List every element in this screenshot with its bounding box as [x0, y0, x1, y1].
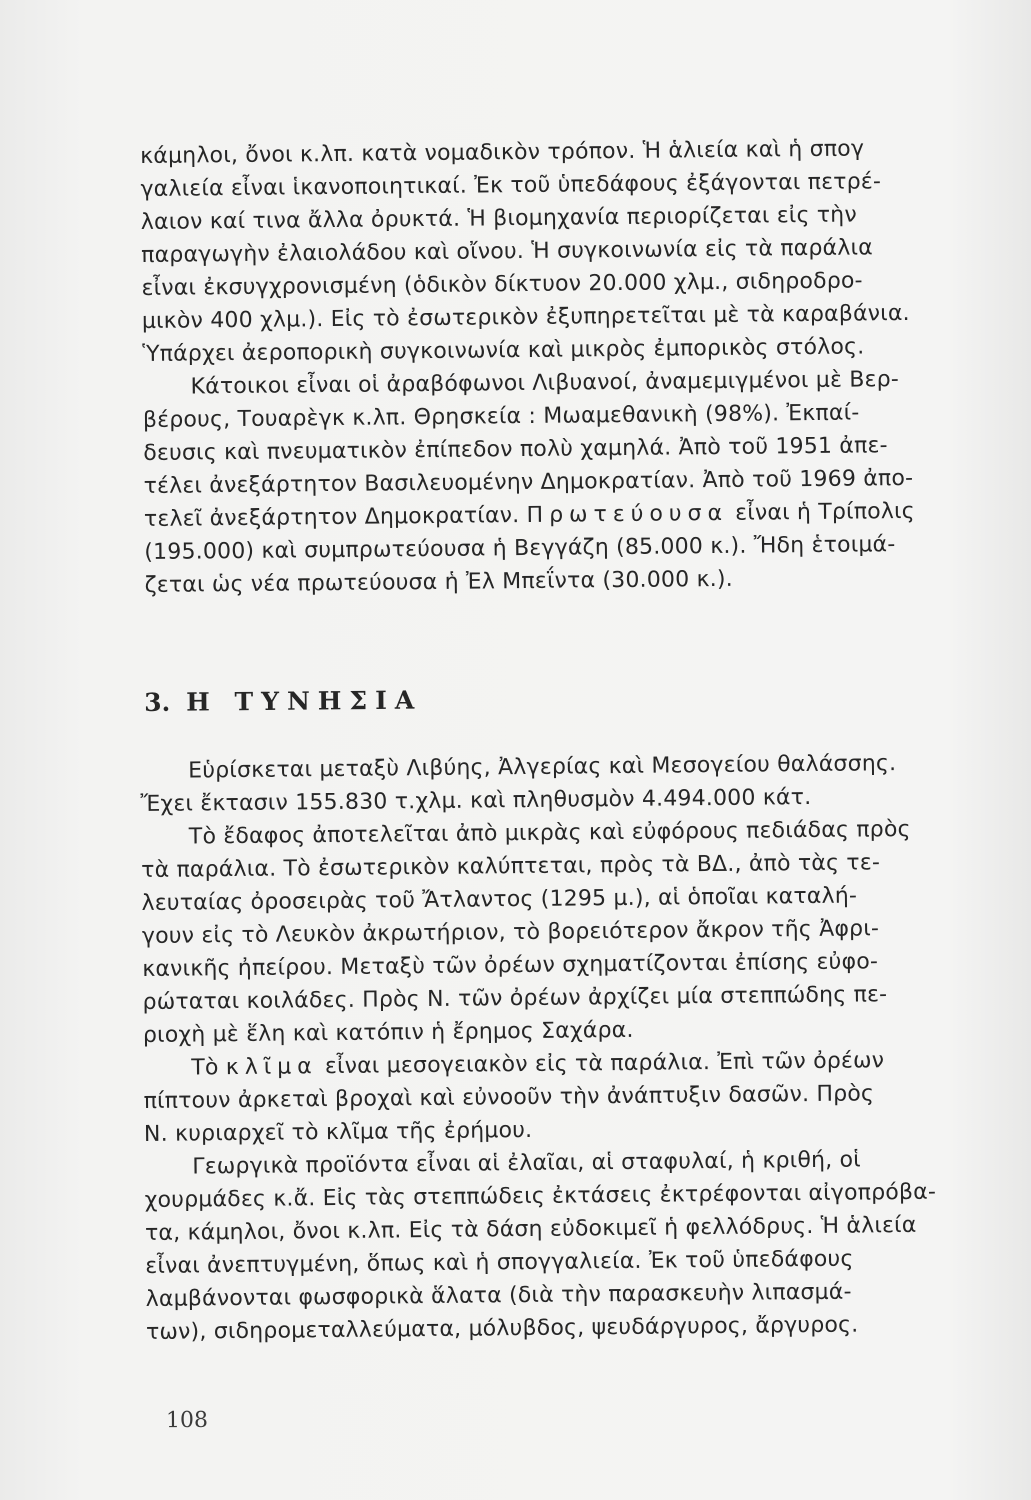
text-line: λευταίας ὀροσειρὰς τοῦ Ἄτλαντος (1295 μ.), αἱ ὁποῖαι καταλή-	[141, 883, 858, 916]
text-line: Κάτοικοι εἶναι οἱ ἀραβόφωνοι Λιβυανοί, ἀναμεμιγμένοι μὲ Βερ-	[190, 367, 900, 400]
text-line: κάμηλοι, ὄνοι κ.λπ. κατὰ νομαδικὸν τρόπον. Ἡ ἁλιεία καὶ ἡ σπογ	[140, 136, 865, 169]
text-line: κανικῆς ἠπείρου. Μεταξὺ τῶν ὀρέων σχηματίζονται ἐπίσης εὐφο-	[142, 949, 879, 982]
text-line: Ὑπάρχει ἀεροπορικὴ συγκοινωνία καὶ μικρὸς ἐμπορικὸς στόλος.	[142, 334, 865, 367]
text-line: τέλει ἀνεξάρτητον Βασιλευομένην Δημοκρατίαν. Ἀπὸ τοῦ 1969 ἀπο-	[143, 465, 914, 499]
tunisia-text-block	[140, 746, 976, 1349]
text-line: τα, κάμηλοι, ὄνοι κ.λπ. Εἰς τὰ δάση εὐδοκιμεῖ ἡ φελλόδρυς. Ἡ ἁλιεία	[144, 1212, 917, 1246]
text-line: Εὑρίσκεται μεταξὺ Λιβύης, Ἀλγερίας καὶ Μεσογείου θαλάσσης.	[188, 751, 897, 784]
text-line: Ν. κυριαρχεῖ τὸ κλῖμα τῆς ἐρήμου.	[143, 1117, 533, 1147]
section-number: 3.	[144, 687, 171, 717]
text-line: ζεται ὡς νέα πρωτεύουσα ἡ Ἐλ Μπεΐντα (30.000 κ.).	[144, 566, 734, 598]
text-line: ρώταται κοιλάδες. Πρὸς Ν. τῶν ὀρέων ἀρχίζει μία στεππώδης πε-	[142, 982, 888, 1015]
text-line: παραγωγὴν ἐλαιολάδου καὶ οἴνου. Ἡ συγκοινωνία εἰς τὰ παράλια	[141, 235, 874, 268]
text-line: ριοχὴ μὲ ἕλη καὶ κατόπιν ἡ ἔρημος Σαχάρα.	[142, 1017, 634, 1048]
text-line: εἶναι ἐκσυγχρονισμένη (ὁδικὸν δίκτυον 20.000 χλμ., σιδηροδρο-	[141, 268, 863, 301]
text-segment: Τὸ	[191, 1055, 219, 1081]
text-line: μικὸν 400 χλμ.). Εἰς τὸ ἐσωτερικὸν ἐξυπηρετεῖται μὲ τὰ καραβάνια.	[141, 300, 910, 334]
emphasized-word-capital: Πρωτεύουσα	[526, 500, 729, 528]
text-line: γουν εἰς τὸ Λευκὸν ἀκρωτήριον, τὸ βορειότερον ἄκρον τῆς Ἀφρι-	[141, 916, 880, 949]
text-segment: εἶναι ἡ Τρίπολις	[727, 498, 915, 526]
text-line: πίπτουν ἀρκεταὶ βροχαὶ καὶ εὐνοοῦν τὴν ἀνάπτυξιν δασῶν. Πρὸς	[143, 1081, 875, 1114]
text-line: λαιον καί τινα ἄλλα ὀρυκτά. Ἡ βιομηχανία περιορίζεται εἰς τὴν	[140, 202, 858, 235]
text-line: γαλιεία εἶναι ἱκανοποιητικαί. Ἐκ τοῦ ὑπεδάφους ἐξάγονται πετρέ-	[140, 169, 882, 202]
section-heading	[144, 686, 422, 717]
text-line: Τὸ ἔδαφος ἀποτελεῖται ἀπὸ μικρὰς καὶ εὐφόρους πεδιάδας πρὸς	[188, 816, 911, 850]
text-line: των), σιδηρομεταλλεύματα, μόλυβδος, ψευδάργυρος, ἄργυρος.	[145, 1312, 859, 1345]
text-segment: τελεῖ ἀνεξάρτητον Δημοκρατίαν.	[143, 503, 520, 532]
text-line: λαμβάνονται φωσφορικὰ ἅλατα (διὰ τὴν παρασκευὴν λιπασμά-	[145, 1279, 852, 1312]
text-line: (195.000) καὶ συμπρωτεύουσα ἡ Βεγγάζη (85.000 κ.). Ἤδη ἑτοιμά-	[144, 532, 896, 565]
emphasized-word-climate: κλῖμα	[225, 1054, 318, 1081]
text-line: χουρμάδες κ.ἄ. Εἰς τὰς στεππώδεις ἐκτάσεις ἐκτρέφονται αἰγοπρόβα-	[144, 1179, 937, 1213]
text-line: βέρους, Τουαρὲγκ κ.λπ. Θρησκεία : Μωαμεθανικὴ (98%). Ἐκπαί-	[142, 400, 860, 433]
page-number: 108	[165, 1407, 209, 1434]
text-line: εἶναι ἀνεπτυγμένη, ὅπως καὶ ἡ σπογγαλιεία. Ἐκ τοῦ ὑπεδάφους	[145, 1246, 854, 1279]
libya-text-block	[140, 131, 975, 602]
text-segment: εἶναι μεσογειακὸν εἰς τὰ παράλια. Ἐπὶ τῶν ὀρέων	[324, 1048, 885, 1080]
text-line: Ἔχει ἔκτασιν 155.830 τ.χλμ. καὶ πληθυσμὸν 4.494.000 κάτ.	[140, 784, 812, 817]
section-title: Η ΤΥΝΗΣΙΑ	[186, 685, 423, 717]
text-line: Γεωργικὰ προϊόντα εἶναι αἱ ἐλαῖαι, αἱ σταφυλαί, ἡ κριθή, οἱ	[192, 1147, 862, 1180]
text-line: δευσις καὶ πνευματικὸν ἐπίπεδον πολὺ χαμηλά. Ἀπὸ τοῦ 1951 ἀπε-	[143, 433, 888, 466]
text-line: τὰ παράλια. Τὸ ἐσωτερικὸν καλύπτεται, πρὸς τὰ ΒΔ., ἀπὸ τὰς τε-	[141, 850, 881, 883]
